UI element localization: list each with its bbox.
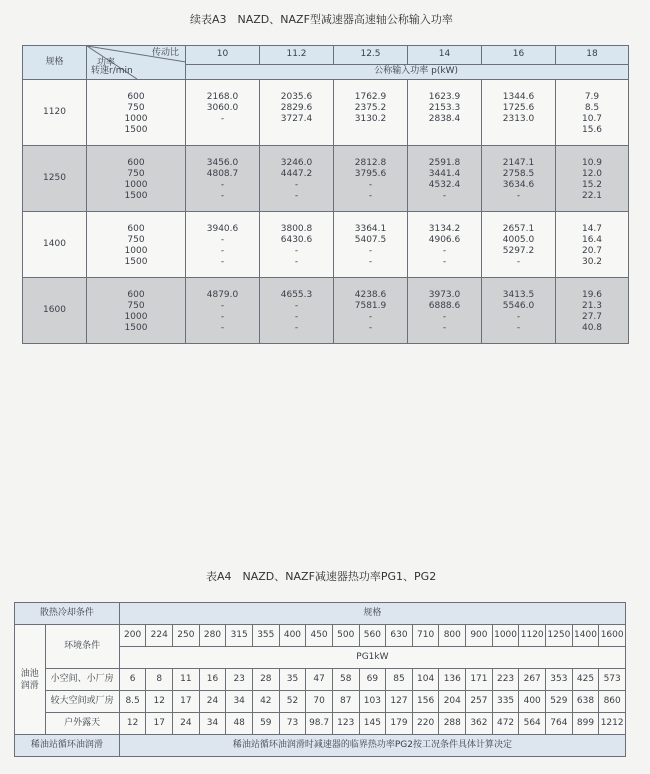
thermal-value: 12 xyxy=(146,691,173,713)
power-value: 2168.0 xyxy=(206,92,239,102)
thermal-value: 17 xyxy=(146,713,173,735)
size-header: 1000 xyxy=(492,625,519,647)
power-value: - xyxy=(368,191,373,201)
power-cell xyxy=(186,212,260,278)
thermal-value: 764 xyxy=(546,713,573,735)
power-cell xyxy=(482,146,556,212)
env-row-label: 小空间、小厂房 xyxy=(45,669,119,691)
thermal-value: 127 xyxy=(386,691,413,713)
power-value: 22.1 xyxy=(581,191,603,201)
power-value: 3940.6 xyxy=(206,224,239,234)
thermal-value: 8.5 xyxy=(119,691,146,713)
power-value: 4238.6 xyxy=(354,290,387,300)
speed-cell xyxy=(87,278,186,344)
thermal-value: 103 xyxy=(359,691,386,713)
power-value xyxy=(186,125,259,136)
power-cell xyxy=(334,212,408,278)
power-value: 5546.0 xyxy=(502,301,535,311)
power-value: - xyxy=(294,180,299,190)
power-value: 3130.2 xyxy=(354,114,387,124)
spec-cell: 1600 xyxy=(23,278,87,344)
thermal-value: 220 xyxy=(412,713,439,735)
power-cell xyxy=(260,278,334,344)
power-value: - xyxy=(294,191,299,201)
speed-value: 600 xyxy=(127,92,145,102)
power-value: 2838.4 xyxy=(428,114,461,124)
speed-value: 750 xyxy=(127,301,145,311)
power-value: 4447.2 xyxy=(280,169,313,179)
table-row xyxy=(23,146,629,212)
power-value xyxy=(334,125,407,136)
thermal-value: 104 xyxy=(412,669,439,691)
env-row-label: 户外露天 xyxy=(45,713,119,735)
size-header: 450 xyxy=(306,625,333,647)
size-header: 1250 xyxy=(546,625,573,647)
power-value: - xyxy=(294,257,299,267)
power-value: 8.5 xyxy=(584,103,600,113)
thermal-value: 145 xyxy=(359,713,386,735)
power-value: - xyxy=(220,180,225,190)
speed-value: 1000 xyxy=(124,180,148,190)
thermal-value: 156 xyxy=(412,691,439,713)
thermal-value: 34 xyxy=(226,691,253,713)
table-row xyxy=(23,278,629,344)
size-header: 1600 xyxy=(599,625,626,647)
speed-value: 750 xyxy=(127,169,145,179)
power-value: - xyxy=(368,180,373,190)
thermal-value: 1212 xyxy=(599,713,626,735)
thermal-value: 573 xyxy=(599,669,626,691)
thermal-value: 638 xyxy=(572,691,599,713)
power-cell xyxy=(334,146,408,212)
table-a4 xyxy=(14,602,626,757)
power-value: 16.4 xyxy=(581,235,603,245)
power-value: - xyxy=(220,312,225,322)
thermal-value: 425 xyxy=(572,669,599,691)
size-header: 315 xyxy=(226,625,253,647)
thermal-value: 6 xyxy=(119,669,146,691)
size-header: 500 xyxy=(332,625,359,647)
size-header: 710 xyxy=(412,625,439,647)
thermal-value: 136 xyxy=(439,669,466,691)
power-value: 1623.9 xyxy=(428,92,461,102)
power-value: - xyxy=(220,301,225,311)
power-value: - xyxy=(368,246,373,256)
thermal-value: 12 xyxy=(119,713,146,735)
power-value xyxy=(260,125,333,136)
power-value: - xyxy=(516,191,521,201)
power-value: 3795.6 xyxy=(354,169,387,179)
table-a3-title: 续表A3 NAZD、NAZF型减速器高速轴公称输入功率 xyxy=(190,13,453,26)
thermal-value: 353 xyxy=(546,669,573,691)
power-value: 15.6 xyxy=(581,125,603,135)
env-row-label: 较大空间或厂房 xyxy=(45,691,119,713)
power-cell xyxy=(556,212,629,278)
power-value: 2035.6 xyxy=(280,92,313,102)
thermal-value: 564 xyxy=(519,713,546,735)
table-row xyxy=(15,735,626,757)
spec-cell: 1400 xyxy=(23,212,87,278)
power-value: 14.7 xyxy=(581,224,603,234)
size-header: 400 xyxy=(279,625,306,647)
thermal-value: 70 xyxy=(306,691,333,713)
power-value: - xyxy=(442,323,447,333)
power-value: - xyxy=(516,312,521,322)
thermal-value: 52 xyxy=(279,691,306,713)
spec-header: 规格 xyxy=(23,46,87,80)
power-value: 2375.2 xyxy=(354,103,387,113)
thermal-value: 8 xyxy=(146,669,173,691)
power-cell xyxy=(482,80,556,146)
power-cell xyxy=(556,80,629,146)
power-value: 2153.3 xyxy=(428,103,461,113)
table-row xyxy=(15,691,626,713)
power-cell xyxy=(408,80,482,146)
thermal-value: 59 xyxy=(252,713,279,735)
power-value: - xyxy=(368,312,373,322)
thermal-value: 24 xyxy=(199,691,226,713)
thermal-value: 171 xyxy=(466,669,493,691)
power-value: - xyxy=(294,312,299,322)
power-value: - xyxy=(294,301,299,311)
power-value: 5407.5 xyxy=(354,235,387,245)
speed-label: 转速r/min xyxy=(91,66,133,76)
env-label: 环境条件 xyxy=(45,625,119,669)
power-value: 21.3 xyxy=(581,301,603,311)
thermal-value: 34 xyxy=(199,713,226,735)
table-row xyxy=(23,80,629,146)
diagonal-header xyxy=(87,46,186,80)
cooling-header: 散热冷却条件 xyxy=(15,603,120,625)
power-value: - xyxy=(442,191,447,201)
spec-cell: 1250 xyxy=(23,146,87,212)
thermal-value: 24 xyxy=(173,713,200,735)
size-header: 800 xyxy=(439,625,466,647)
power-cell xyxy=(482,212,556,278)
power-value: 4808.7 xyxy=(206,169,239,179)
power-cell xyxy=(556,278,629,344)
power-value: 3060.0 xyxy=(206,103,239,113)
power-value xyxy=(482,125,555,136)
thermal-value: 257 xyxy=(466,691,493,713)
ratio-col-header: 10 xyxy=(186,46,260,65)
power-value: - xyxy=(442,312,447,322)
ratio-col-header: 12.5 xyxy=(334,46,408,65)
thermal-value: 899 xyxy=(572,713,599,735)
power-value: - xyxy=(442,257,447,267)
speed-value: 1500 xyxy=(124,323,148,333)
table-a4-title: 表A4 NAZD、NAZF减速器热功率PG1、PG2 xyxy=(206,570,437,583)
power-value: - xyxy=(220,191,225,201)
power-value: 3727.4 xyxy=(280,114,313,124)
power-value: 10.9 xyxy=(581,158,603,168)
power-value: 1762.9 xyxy=(354,92,387,102)
spec-cell: 1120 xyxy=(23,80,87,146)
thermal-value: 529 xyxy=(546,691,573,713)
power-cell xyxy=(260,212,334,278)
power-value xyxy=(408,125,481,136)
speed-value: 750 xyxy=(127,103,145,113)
power-value: 2829.6 xyxy=(280,103,313,113)
power-label: 功率 xyxy=(97,58,116,68)
power-value: 2147.1 xyxy=(502,158,535,168)
speed-value: 750 xyxy=(127,235,145,245)
power-value: - xyxy=(220,246,225,256)
power-value: 19.6 xyxy=(581,290,603,300)
power-value: 15.2 xyxy=(581,180,603,190)
thermal-value: 58 xyxy=(332,669,359,691)
power-value: 5297.2 xyxy=(502,246,535,256)
speed-value: 1500 xyxy=(124,191,148,201)
speed-cell xyxy=(87,212,186,278)
thermal-value: 123 xyxy=(332,713,359,735)
power-value: 2812.8 xyxy=(354,158,387,168)
power-value: 1725.6 xyxy=(502,103,535,113)
speed-value: 1000 xyxy=(124,114,148,124)
table-a3 xyxy=(22,45,629,344)
thermal-value: 335 xyxy=(492,691,519,713)
power-cell xyxy=(334,278,408,344)
power-value: - xyxy=(294,323,299,333)
power-cell xyxy=(186,146,260,212)
power-value: 2758.5 xyxy=(502,169,535,179)
power-value: 6430.6 xyxy=(280,235,313,245)
power-value: - xyxy=(220,257,225,267)
power-value: 4879.0 xyxy=(206,290,239,300)
power-value: 3134.2 xyxy=(428,224,461,234)
power-value: 10.7 xyxy=(581,114,603,124)
thermal-value: 179 xyxy=(386,713,413,735)
size-header: 560 xyxy=(359,625,386,647)
power-cell xyxy=(186,80,260,146)
thermal-value: 23 xyxy=(226,669,253,691)
speed-value: 600 xyxy=(127,224,145,234)
thermal-value: 16 xyxy=(199,669,226,691)
thermal-value: 472 xyxy=(492,713,519,735)
thermal-value: 860 xyxy=(599,691,626,713)
table-row xyxy=(15,713,626,735)
speed-cell xyxy=(87,80,186,146)
thermal-value: 223 xyxy=(492,669,519,691)
power-value: - xyxy=(442,246,447,256)
ratio-col-header: 14 xyxy=(408,46,482,65)
speed-value: 1500 xyxy=(124,125,148,135)
power-value: 7.9 xyxy=(584,92,600,102)
power-value: - xyxy=(368,323,373,333)
power-value: 4005.0 xyxy=(502,235,535,245)
power-cell xyxy=(408,212,482,278)
power-value: 3973.0 xyxy=(428,290,461,300)
power-value: 1344.6 xyxy=(502,92,535,102)
power-value: 3246.0 xyxy=(280,158,313,168)
speed-cell xyxy=(87,146,186,212)
oil-bath-label: 油池润滑 xyxy=(15,625,46,735)
size-header: 280 xyxy=(199,625,226,647)
thermal-value: 85 xyxy=(386,669,413,691)
power-cell xyxy=(334,80,408,146)
power-value: 4655.3 xyxy=(280,290,313,300)
thermal-value: 204 xyxy=(439,691,466,713)
thermal-value: 11 xyxy=(173,669,200,691)
power-value: 3800.8 xyxy=(280,224,313,234)
thermal-value: 35 xyxy=(279,669,306,691)
thermal-value: 362 xyxy=(466,713,493,735)
thermal-value: 73 xyxy=(279,713,306,735)
thermal-value: 28 xyxy=(252,669,279,691)
circulation-note: 稀油站循环油润滑时减速器的临界热功率PG2按工况条件具体计算决定 xyxy=(119,735,625,757)
power-value: - xyxy=(294,246,299,256)
speed-value: 600 xyxy=(127,290,145,300)
power-value: 40.8 xyxy=(581,323,603,333)
power-value: 30.2 xyxy=(581,257,603,267)
thermal-value: 288 xyxy=(439,713,466,735)
power-value: 7581.9 xyxy=(354,301,387,311)
thermal-value: 87 xyxy=(332,691,359,713)
table-row xyxy=(23,212,629,278)
spec-header: 规格 xyxy=(119,603,625,625)
power-value: 3634.6 xyxy=(502,180,535,190)
power-value: - xyxy=(516,257,521,267)
thermal-value: 42 xyxy=(252,691,279,713)
power-cell xyxy=(482,278,556,344)
size-header: 900 xyxy=(466,625,493,647)
thermal-value: 400 xyxy=(519,691,546,713)
thermal-value: 267 xyxy=(519,669,546,691)
power-value: 2591.8 xyxy=(428,158,461,168)
power-value: 27.7 xyxy=(581,312,603,322)
ratio-col-header: 11.2 xyxy=(260,46,334,65)
circulation-label: 稀油站循环油润滑 xyxy=(15,735,120,757)
power-value: 3413.5 xyxy=(502,290,535,300)
power-value: 12.0 xyxy=(581,169,603,179)
size-header: 224 xyxy=(146,625,173,647)
power-value: - xyxy=(220,235,225,245)
thermal-value: 17 xyxy=(173,691,200,713)
size-header: 355 xyxy=(252,625,279,647)
power-value: 20.7 xyxy=(581,246,603,256)
power-value: 2313.0 xyxy=(502,114,535,124)
power-cell xyxy=(408,278,482,344)
power-value: 3456.0 xyxy=(206,158,239,168)
power-value: 2657.1 xyxy=(502,224,535,234)
power-value: - xyxy=(220,114,225,124)
power-value: 4906.6 xyxy=(428,235,461,245)
speed-value: 600 xyxy=(127,158,145,168)
thermal-value: 48 xyxy=(226,713,253,735)
speed-value: 1000 xyxy=(124,312,148,322)
power-cell xyxy=(186,278,260,344)
power-value: 3441.4 xyxy=(428,169,461,179)
ratio-col-header: 18 xyxy=(556,46,629,65)
table-row xyxy=(15,669,626,691)
power-cell xyxy=(260,146,334,212)
thermal-value: 47 xyxy=(306,669,333,691)
speed-value: 1000 xyxy=(124,246,148,256)
unit-label: 公称输入功率 p(kW) xyxy=(186,64,629,79)
power-cell xyxy=(556,146,629,212)
power-value: 3364.1 xyxy=(354,224,387,234)
power-value: - xyxy=(516,323,521,333)
power-value: - xyxy=(220,323,225,333)
size-header: 1120 xyxy=(519,625,546,647)
power-value: 6888.6 xyxy=(428,301,461,311)
size-header: 1400 xyxy=(572,625,599,647)
speed-value: 1500 xyxy=(124,257,148,267)
size-header: 630 xyxy=(386,625,413,647)
size-header: 250 xyxy=(173,625,200,647)
ratio-label: 传动比 xyxy=(151,48,179,58)
thermal-value: 98.7 xyxy=(306,713,333,735)
ratio-col-header: 16 xyxy=(482,46,556,65)
thermal-value: 69 xyxy=(359,669,386,691)
power-value: - xyxy=(368,257,373,267)
power-value: 4532.4 xyxy=(428,180,461,190)
power-cell xyxy=(408,146,482,212)
power-cell xyxy=(260,80,334,146)
size-header: 200 xyxy=(119,625,146,647)
thermal-unit-label: PG1kW xyxy=(119,647,625,669)
